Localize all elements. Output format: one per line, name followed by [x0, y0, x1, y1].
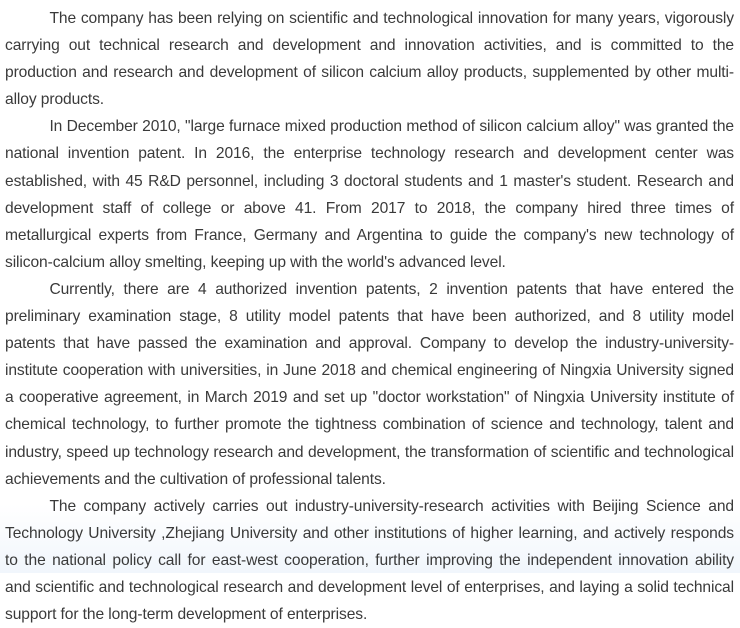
paragraph-patent-and-rd-center: In December 2010, "large furnace mixed production method of silicon calcium alloy" was granted the national invention patent. In 2016, the enterprise technology research and development center was established, with 45 R&D personnel, including 3 doctoral students and 1 master's student. Research and development staff of college or above 41. From 2017 to 2018, the company hired three times of metallurgical experts from France, Germany and Argentina to guide the company's new technology of silicon-calcium alloy smelting, keeping up with the world's advanced level.: [5, 118, 734, 271]
paragraph-innovation-commitment: The company has been relying on scientific and technological innovation for many years, vigorously carrying out technical research and development and innovation activities, and is committed to the production and research and development of silicon calcium alloy products, supplemented by other multi-alloy products.: [5, 10, 734, 109]
paragraph-patents-and-cooperation: Currently, there are 4 authorized invention patents, 2 invention patents that have entered the preliminary examination stage, 8 utility model patents that have been authorized, and 8 utility model patents that have passed the examination and approval. Company to develop the industry-university-institute cooperation with universities, in June 2018 and chemical engineering of Ningxia University signed a cooperative agreement, in March 2019 and set up "doctor workstation" of Ningxia University institute of chemical technology, to further promote the tightness combination of science and technology, talent and industry, speed up technology research and development, the transformation of scientific and technological achievements and the cultivation of professional talents.: [5, 280, 734, 488]
paragraph-university-research: The company actively carries out industry-university-research activities with Beijing Science and Technology University ,Zhejiang University and other institutions of higher learning, and actively responds to the national policy call for east-west cooperation, further improving the independent innovation ability and scientific and technological research and development level of enterprises, and laying a solid technical support for the long-term development of enterprises.: [5, 497, 734, 624]
